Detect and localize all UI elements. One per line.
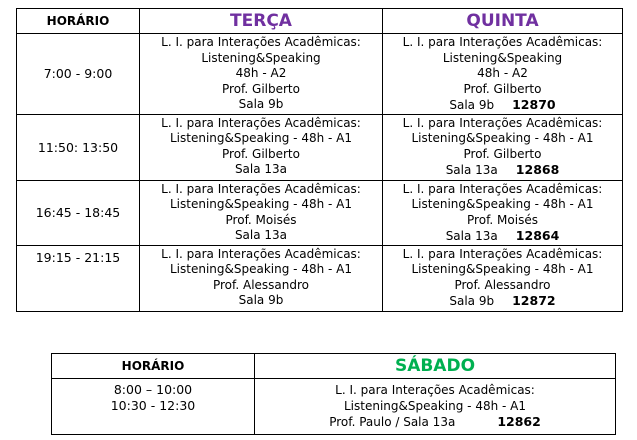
schedule-row <box>17 245 623 311</box>
saturday-schedule-table <box>51 353 616 435</box>
time-range: 8:00 – 10:00 <box>113 382 193 397</box>
course-title: L. I. para Interações Acadêmicas: <box>161 35 361 49</box>
weekday-schedule-table <box>16 8 623 312</box>
time-slot: 11:50: 13:50 <box>17 114 140 180</box>
class-code: 12872 <box>512 293 556 308</box>
tuesday-class <box>140 245 383 311</box>
thursday-class <box>383 245 623 311</box>
course-module: Listening&Speaking - 48h - A1 <box>170 131 352 145</box>
course-module: Listening&Speaking - 48h - A1 <box>170 197 352 211</box>
teacher-name: Prof. Gilberto <box>463 81 542 96</box>
schedule-row <box>17 180 623 245</box>
course-title: L. I. para Interações Acadêmicas: <box>161 181 361 196</box>
tuesday-class <box>140 34 383 115</box>
room: Sala 9b <box>449 98 495 112</box>
course-title: L. I. para Interações Acadêmicas: <box>402 115 603 130</box>
class-code: 12864 <box>515 228 560 243</box>
saturday-header-row <box>52 354 616 379</box>
thursday-class <box>383 34 623 115</box>
time-slot <box>52 379 255 435</box>
course-module: Listening&Speaking - 48h - A1 <box>344 399 526 413</box>
teacher-name: Prof. Alessandro <box>212 277 310 292</box>
saturday-class <box>255 379 616 435</box>
course-title: L. I. para Interações Acadêmicas: <box>402 246 603 261</box>
room-and-code <box>383 97 622 114</box>
tuesday-class <box>140 114 383 180</box>
class-code: 12862 <box>497 414 541 429</box>
room: Sala 9b <box>238 97 284 111</box>
room: Sala 13a <box>234 228 288 242</box>
course-module: Listening&Speaking - 48h - A1 <box>411 131 594 145</box>
schedule-row <box>17 114 623 180</box>
tuesday-header: TERÇA <box>140 9 383 34</box>
room: Sala 13a <box>234 162 288 176</box>
course-title: L. I. para Interações Acadêmicas: <box>402 35 603 49</box>
course-title: L. I. para Interações Acadêmicas: <box>161 115 361 130</box>
room: Sala 9b <box>238 293 284 307</box>
course-title: L. I. para Interações Acadêmicas: <box>335 383 535 397</box>
teacher-name: Prof. Gilberto <box>222 81 300 96</box>
room: Sala 9b <box>449 294 495 308</box>
course-module: Listening&Speaking - 48h - A1 <box>411 197 594 211</box>
course-hours-level: 48h - A2 <box>477 66 528 80</box>
schedule-row <box>17 34 623 115</box>
schedule-row <box>52 379 616 435</box>
time-slot: 7:00 - 9:00 <box>17 34 140 115</box>
class-code: 12868 <box>515 162 560 177</box>
tuesday-class <box>140 180 383 245</box>
course-module: Listening&Speaking - 48h - A1 <box>411 262 594 276</box>
course-hours-level: 48h - A2 <box>235 66 287 80</box>
course-module: Listening&Speaking <box>201 50 321 65</box>
time-column-header: HORÁRIO <box>52 354 255 379</box>
room: Sala 13a <box>445 229 498 243</box>
teacher-and-room: Prof. Paulo / Sala 13a <box>329 415 456 429</box>
thursday-class <box>383 180 623 245</box>
room-and-code <box>383 293 622 310</box>
room-and-code <box>383 228 622 245</box>
teacher-name: Prof. Moisés <box>467 212 538 227</box>
time-column-header: HORÁRIO <box>17 9 140 34</box>
time-range: 10:30 - 12:30 <box>110 398 196 413</box>
room-and-code <box>383 162 622 179</box>
thursday-header: QUINTA <box>383 9 623 34</box>
teacher-name: Prof. Moisés <box>225 212 297 227</box>
class-code: 12870 <box>512 97 556 112</box>
time-slot: 19:15 - 21:15 <box>17 245 140 311</box>
room: Sala 13a <box>445 163 498 177</box>
course-title: L. I. para Interações Acadêmicas: <box>402 181 603 196</box>
thursday-class <box>383 114 623 180</box>
weekday-header-row <box>17 9 623 34</box>
teacher-name: Prof. Alessandro <box>454 277 551 292</box>
teacher-name: Prof. Gilberto <box>222 146 300 161</box>
course-title: L. I. para Interações Acadêmicas: <box>161 246 361 261</box>
course-module: Listening&Speaking - 48h - A1 <box>170 262 352 276</box>
course-module: Listening&Speaking <box>442 50 563 65</box>
teacher-name: Prof. Gilberto <box>463 146 542 161</box>
teacher-room-and-code <box>255 414 615 430</box>
time-slot: 16:45 - 18:45 <box>17 180 140 245</box>
saturday-header: SÁBADO <box>255 354 616 379</box>
